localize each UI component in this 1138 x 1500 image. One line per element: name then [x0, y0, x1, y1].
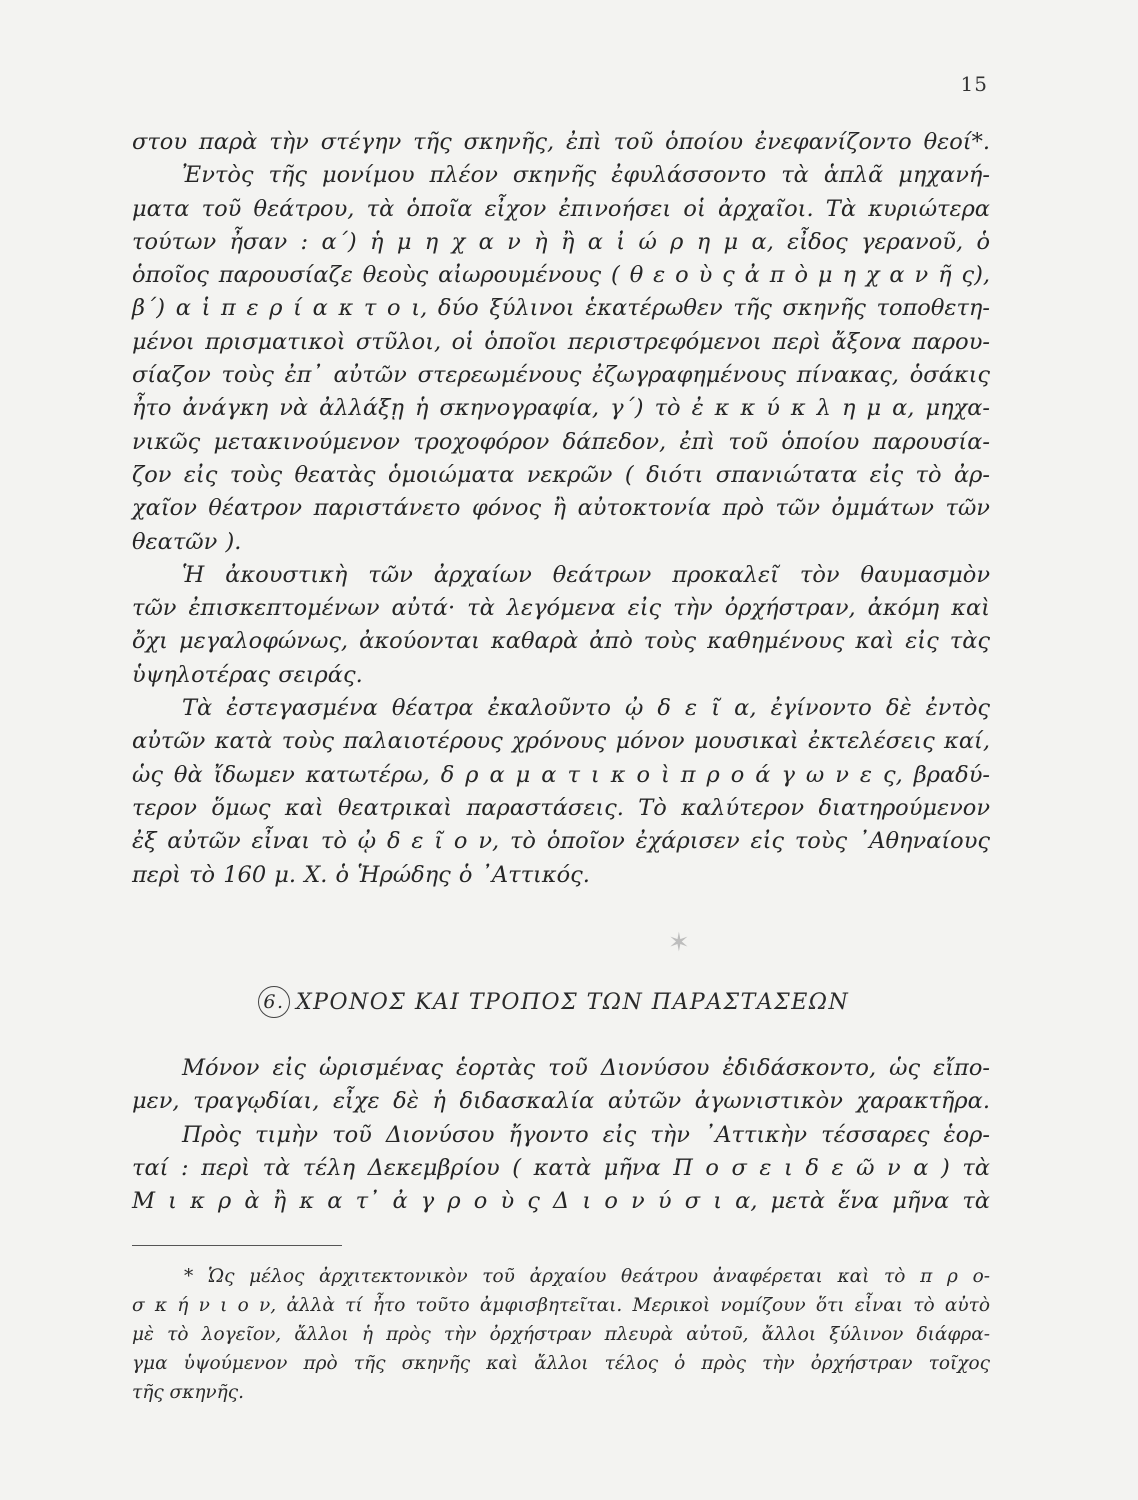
text-line: ὑψηλοτέρας σειράς.	[132, 661, 363, 688]
text-line: ἦτο ἀνάγκη νὰ ἀλλάξῃ ἡ σκηνογραφία, γ΄) τὸ ἐ κ κ ύ κ λ η μ α, μηχα-	[132, 395, 990, 422]
text-line: ὡς θὰ ἴδωμεν κατωτέρω, δ ρ α μ α τ ι κ ο ὶ π ρ ο ά γ ω ν ε ς, βραδύ-	[132, 761, 990, 788]
text-line: Μ ι κ ρ ὰ ἢ κ α τ᾽ ἀ γ ρ ο ὺ ς Δ ι ο ν ύ σ ι α, μετὰ ἕνα μῆνα τὰ	[132, 1188, 990, 1215]
text-line: Πρὸς τιμὴν τοῦ Διονύσου ἤγοντο εἰς τὴν ᾿Αττικὴν τέσσαρες ἑορ-	[182, 1121, 990, 1148]
section-number: 6.	[258, 986, 290, 1018]
text-line: τούτων ἦσαν : α΄) ἡ μ η χ α ν ὴ ἢ α ἰ ώ ρ η μ α, εἶδος γερανοῦ, ὁ	[132, 228, 990, 255]
text-line: νικῶς μετακινούμενον τροχοφόρον δάπεδον, ἐπὶ τοῦ ὁποίου παρουσία-	[132, 428, 990, 455]
footnote-line: τῆς σκηνῆς.	[132, 1382, 244, 1403]
text-line: τῶν ἐπισκεπτομένων αὐτά· τὰ λεγόμενα εἰς τὴν ὀρχήστραν, ἀκόμη καὶ	[132, 595, 990, 622]
text-line: ματα τοῦ θεάτρου, τὰ ὁποῖα εἶχον ἐπινοήσει οἱ ἀρχαῖοι. Τὰ κυριώτερα	[132, 195, 990, 222]
text-line: θεατῶν ).	[132, 528, 242, 555]
text-line: μεν, τραγῳδίαι, εἶχε δὲ ἡ διδασκαλία αὐτῶν ἀγωνιστικὸν χαρακτῆρα.	[132, 1088, 990, 1115]
star-mark: ✶	[668, 928, 690, 958]
text-line: ταί : περὶ τὰ τέλη Δεκεμβρίου ( κατὰ μῆνα Π ο σ ε ι δ ε ῶ ν α ) τὰ	[132, 1154, 990, 1181]
text-line: τερον ὅμως καὶ θεατρικαὶ παραστάσεις. Τὸ καλύτερον διατηρούμενον	[132, 794, 990, 821]
footnote-line: μὲ τὸ λογεῖον, ἄλλοι ἡ πρὸς τὴν ὀρχήστραν πλευρὰ αὐτοῦ, ἄλλοι ξύλινον διάφρα-	[132, 1324, 990, 1345]
text-line: χαῖον θέατρον παριστάνετο φόνος ἢ αὐτοκτονία πρὸ τῶν ὀμμάτων τῶν	[132, 495, 990, 522]
footnote-line: σ κ ή ν ι ο ν, ἀλλὰ τί ἦτο τοῦτο ἀμφισβητεῖται. Μερικοὶ νομίζουν ὅτι εἶναι τὸ αὐτὸ	[132, 1295, 990, 1316]
section-title: ΧΡΟΝΟΣ ΚΑΙ ΤΡΟΠΟΣ ΤΩΝ ΠΑΡΑΣΤΑΣΕΩΝ	[296, 989, 850, 1015]
text-line: ὁποῖος παρουσίαζε θεοὺς αἰωρουμένους ( θ ε ο ὺ ς ἀ π ὸ μ η χ α ν ῆ ς),	[132, 262, 990, 289]
footnotes	[132, 1262, 990, 1407]
footnote-line: * Ὡς μέλος ἀρχιτεκτονικὸν τοῦ ἀρχαίου θεάτρου ἀναφέρεται καὶ τὸ π ρ ο-	[184, 1266, 990, 1287]
text-line: αὐτῶν κατὰ τοὺς παλαιοτέρους χρόνους μόνον μουσικαὶ ἐκτελέσεις καί,	[132, 728, 990, 755]
text-line: Μόνον εἰς ὡρισμένας ἑορτὰς τοῦ Διονύσου ἐδιδάσκοντο, ὡς εἴπο-	[182, 1055, 990, 1081]
text-line: περὶ τὸ 160 μ. Χ. ὁ Ἡρώδης ὁ ᾿Αττικός.	[132, 861, 590, 888]
section-heading	[258, 986, 849, 1018]
text-line: ὄχι μεγαλοφώνως, ἀκούονται καθαρὰ ἀπὸ τοὺς καθημένους καὶ εἰς τὰς	[132, 628, 990, 655]
text-line: σίαζον τοὺς ἐπ᾽ αὐτῶν στερεωμένους ἐζωγραφημένους πίνακας, ὁσάκις	[132, 362, 990, 389]
text-line: Ἐντὸς τῆς μονίμου πλέον σκηνῆς ἐφυλάσσοντο τὰ ἁπλᾶ μηχανή-	[182, 162, 990, 189]
text-line: Ἡ ἀκουστικὴ τῶν ἀρχαίων θεάτρων προκαλεῖ τὸν θαυμασμὸν	[182, 561, 990, 588]
footnote-divider	[132, 1245, 342, 1246]
main-paragraphs	[132, 126, 990, 892]
page-number: 15	[960, 72, 988, 96]
text-line: Τὰ ἐστεγασμένα θέατρα ἐκαλοῦντο ᾠ δ ε ῖ α, ἐγίνοντο δὲ ἐντὸς	[182, 695, 990, 722]
text-line: ζον εἰς τοὺς θεατὰς ὁμοιώματα νεκρῶν ( διότι σπανιώτατα εἰς τὸ ἀρ-	[132, 461, 990, 488]
text-line: ἐξ αὐτῶν εἶναι τὸ ᾠ δ ε ῖ ο ν, τὸ ὁποῖον ἐχάρισεν εἰς τοὺς ᾿Αθηναίους	[132, 828, 990, 855]
text-line: στου παρὰ τὴν στέγην τῆς σκηνῆς, ἐπὶ τοῦ ὁποίου ἐνεφανίζοντο θεοί*.	[132, 129, 990, 155]
text-line: β΄) α ἱ π ε ρ ί α κ τ ο ι, δύο ξύλινοι ἑκατέρωθεν τῆς σκηνῆς τοποθετη-	[132, 295, 990, 322]
text-line: μένοι πρισματικοὶ στῦλοι, οἱ ὁποῖοι περιστρεφόμενοι περὶ ἄξονα παρου-	[132, 328, 990, 355]
footnote-line: γμα ὑψούμενον πρὸ τῆς σκηνῆς καὶ ἄλλοι τέλος ὁ πρὸς τὴν ὀρχήστραν τοῖχος	[132, 1353, 990, 1374]
section-paragraphs	[132, 1052, 990, 1218]
